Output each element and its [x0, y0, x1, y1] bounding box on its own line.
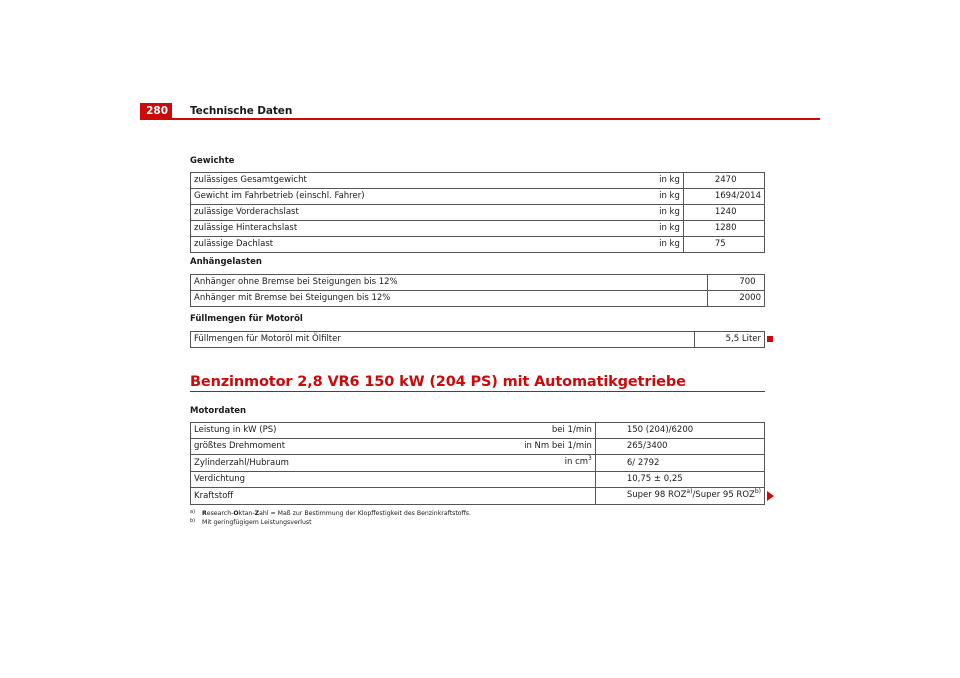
row-unit: in kg [453, 189, 684, 205]
section-label-trailer: Anhängelasten [190, 257, 262, 267]
row-value: 1280 [683, 221, 764, 237]
footnote-a [190, 509, 471, 518]
table-row [191, 439, 765, 455]
row-value: 2470 [683, 173, 764, 189]
row-desc: Füllmengen für Motoröl mit Ölfilter [191, 332, 454, 348]
section-label-engine: Motordaten [190, 406, 247, 416]
row-value: 700 [708, 275, 765, 291]
heading-rule [190, 391, 765, 392]
row-unit [465, 275, 708, 291]
row-unit: in kg [453, 173, 684, 189]
engine-heading: Benzinmotor 2,8 VR6 150 kW (204 PS) mit Automatikgetriebe [190, 374, 686, 390]
table-row [191, 488, 765, 505]
fuel-value-b: /Super 95 ROZ [692, 490, 755, 500]
row-value: 150 (204)/6200 [595, 423, 764, 439]
row-value: 5,5 Liter [694, 332, 764, 348]
row-value: 2000 [708, 291, 765, 307]
table-row [191, 423, 765, 439]
table-row [191, 205, 765, 221]
footnotes [190, 509, 471, 527]
row-unit: bei 1/min [398, 423, 596, 439]
row-unit [398, 488, 596, 505]
row-desc: zulässige Dachlast [191, 237, 453, 253]
section-label-oil: Füllmengen für Motoröl [190, 314, 303, 324]
page-title: Technische Daten [190, 105, 293, 117]
footnote-ref-a[interactable]: a) [686, 488, 693, 495]
row-desc: Kraftstoff [191, 488, 398, 505]
footnote-mark: b) [190, 518, 196, 524]
row-desc: Gewicht im Fahrbetrieb (einschl. Fahrer) [191, 189, 453, 205]
row-desc: Anhänger mit Bremse bei Steigungen bis 12% [191, 291, 465, 307]
row-unit: in Nm bei 1/min [398, 439, 596, 455]
table-row [191, 455, 765, 472]
footnote-ref-b[interactable]: b) [754, 488, 761, 495]
row-desc: Verdichtung [191, 472, 398, 488]
row-value: 75 [683, 237, 764, 253]
row-unit: in kg [453, 221, 684, 237]
footnote-text: Research-Oktan-Zahl = Maß zur Bestimmung der Klopffestigkeit des Benzinkraftstoffs. [202, 510, 472, 517]
row-unit: in kg [453, 237, 684, 253]
weights-table [190, 172, 765, 253]
table-row [191, 275, 765, 291]
table-row [191, 173, 765, 189]
row-unit [454, 332, 694, 348]
row-desc: zulässige Hinterachslast [191, 221, 453, 237]
table-row [191, 237, 765, 253]
row-unit: in kg [453, 205, 684, 221]
unit-superscript: 3 [588, 455, 592, 462]
footnote-text: Mit geringfügigem Leistungsverlust [202, 519, 312, 526]
fuel-value-a: Super 98 ROZ [626, 490, 687, 500]
row-desc: zulässiges Gesamtgewicht [191, 173, 453, 189]
section-end-marker [767, 336, 773, 342]
row-value: 1694/2014 [683, 189, 764, 205]
row-desc: größtes Drehmoment [191, 439, 398, 455]
table-row [191, 332, 765, 348]
footnote-b [190, 518, 471, 527]
unit-text: in cm [564, 457, 589, 467]
row-desc: Anhänger ohne Bremse bei Steigungen bis 12% [191, 275, 465, 291]
section-label-weights: Gewichte [190, 156, 235, 166]
table-row [191, 291, 765, 307]
row-value: 6/ 2792 [595, 455, 764, 472]
row-unit [398, 472, 596, 488]
row-value: 10,75 ± 0,25 [595, 472, 764, 488]
trailer-table [190, 274, 765, 307]
row-value [595, 488, 764, 505]
row-desc: zulässige Vorderachslast [191, 205, 453, 221]
row-value: 1240 [683, 205, 764, 221]
table-row [191, 472, 765, 488]
oil-table [190, 331, 765, 348]
table-row [191, 221, 765, 237]
table-row [191, 189, 765, 205]
page-number-badge: 280 [140, 103, 172, 119]
header-rule [140, 118, 820, 120]
row-desc: Leistung in kW (PS) [191, 423, 398, 439]
row-unit [465, 291, 708, 307]
row-desc: Zylinderzahl/Hubraum [191, 455, 398, 472]
row-value: 265/3400 [595, 439, 764, 455]
engine-table [190, 422, 765, 505]
continue-arrow-icon [767, 491, 774, 501]
footnote-mark: a) [190, 509, 196, 515]
row-unit [398, 455, 596, 472]
